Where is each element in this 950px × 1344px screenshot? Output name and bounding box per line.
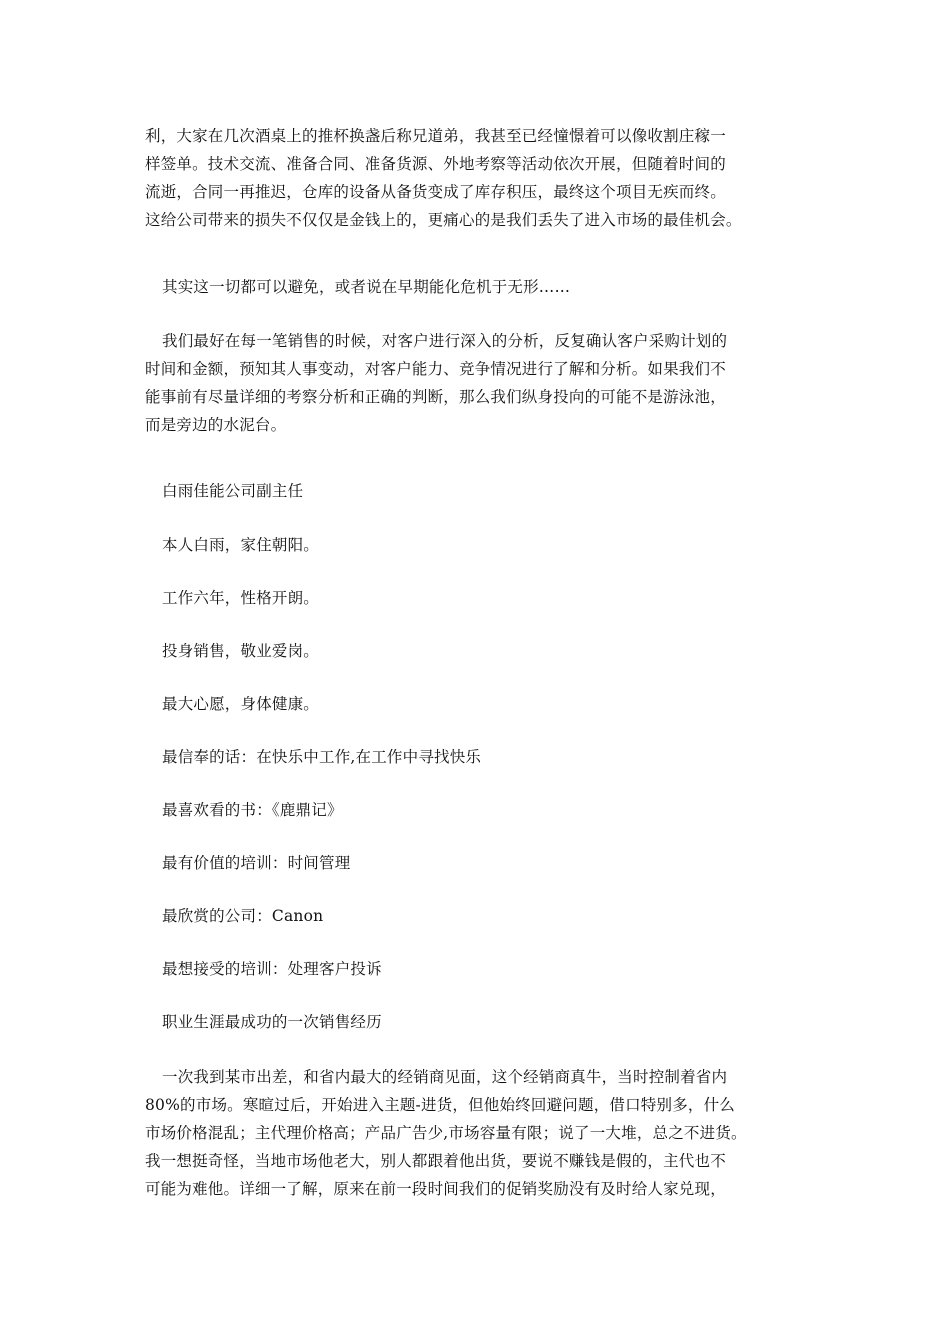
text-line: 利，大家在几次酒桌上的推杯换盏后称兄道弟，我甚至已经憧憬着可以像收割庄稼一 <box>145 127 726 145</box>
text-line: 能事前有尽量详细的考察分析和正确的判断，那么我们纵身投向的可能不是游泳池， <box>145 388 726 406</box>
text-line: 工作六年，性格开朗。 <box>162 589 320 607</box>
profile-wish <box>145 690 810 718</box>
profile-desired-training <box>145 955 810 983</box>
section-heading-sales-experience <box>145 1008 810 1036</box>
profile-dedication <box>145 637 810 665</box>
paragraph-avoidable <box>145 273 810 301</box>
text-line: 我一想挺奇怪，当地市场他老大，别人都跟着他出货，要说不赚钱是假的，主代也不 <box>145 1152 726 1170</box>
profile-title <box>145 477 810 505</box>
text-line: 流逝，合同一再推迟，仓库的设备从备货变成了库存积压，最终这个项目无疾而终。 <box>145 183 726 201</box>
profile-admired-company <box>145 902 810 930</box>
text-line: 最喜欢看的书：《鹿鼎记》 <box>162 801 343 819</box>
text-line: 投身销售，敬业爱岗。 <box>162 642 320 660</box>
profile-valuable-training <box>145 849 810 877</box>
text-line: 这给公司带来的损失不仅仅是金钱上的，更痛心的是我们丢失了进入市场的最佳机会。 <box>145 211 742 229</box>
profile-intro <box>145 531 810 559</box>
text-line: 职业生涯最成功的一次销售经历 <box>162 1013 382 1031</box>
text-line: 最想接受的培训：处理客户投诉 <box>162 960 382 978</box>
text-line: 样签单。技术交流、准备合同、准备货源、外地考察等活动依次开展，但随着时间的 <box>145 155 726 173</box>
text-line: 一次我到某市出差，和省内最大的经销商见面，这个经销商真牛，当时控制着省内 <box>162 1068 728 1086</box>
text-line: 最大心愿，身体健康。 <box>162 695 320 713</box>
text-line: 80%的市场。寒暄过后，开始进入主题-进货，但他始终回避问题，借口特别多，什么 <box>145 1096 735 1114</box>
text-line: 时间和金额，预知其人事变动，对客户能力、竞争情况进行了解和分析。如果我们不 <box>145 360 726 378</box>
profile-work <box>145 584 810 612</box>
profile-motto <box>145 743 810 771</box>
text-line: 最信奉的话：在快乐中工作,在工作中寻找快乐 <box>162 748 482 766</box>
profile-favorite-book <box>145 796 810 824</box>
paragraph-sales-story <box>145 1063 810 1203</box>
text-line: 本人白雨，家住朝阳。 <box>162 536 320 554</box>
text-line: 最有价值的培训：时间管理 <box>162 854 351 872</box>
text-line: 市场价格混乱；主代理价格高；产品广告少,市场容量有限；说了一大堆，总之不进货。 <box>145 1124 747 1142</box>
text-line: 而是旁边的水泥台。 <box>145 416 287 434</box>
text-line: 其实这一切都可以避免，或者说在早期能化危机于无形…… <box>162 278 571 296</box>
text-line: 白雨佳能公司副主任 <box>162 482 304 500</box>
paragraph-project-failure <box>145 122 810 234</box>
text-line: 可能为难他。详细一了解，原来在前一段时间我们的促销奖励没有及时给人家兑现， <box>145 1180 726 1198</box>
text-line: 最欣赏的公司：Canon <box>162 907 324 925</box>
paragraph-analysis-advice <box>145 327 810 439</box>
text-line: 我们最好在每一笔销售的时候，对客户进行深入的分析，反复确认客户采购计划的 <box>162 332 728 350</box>
